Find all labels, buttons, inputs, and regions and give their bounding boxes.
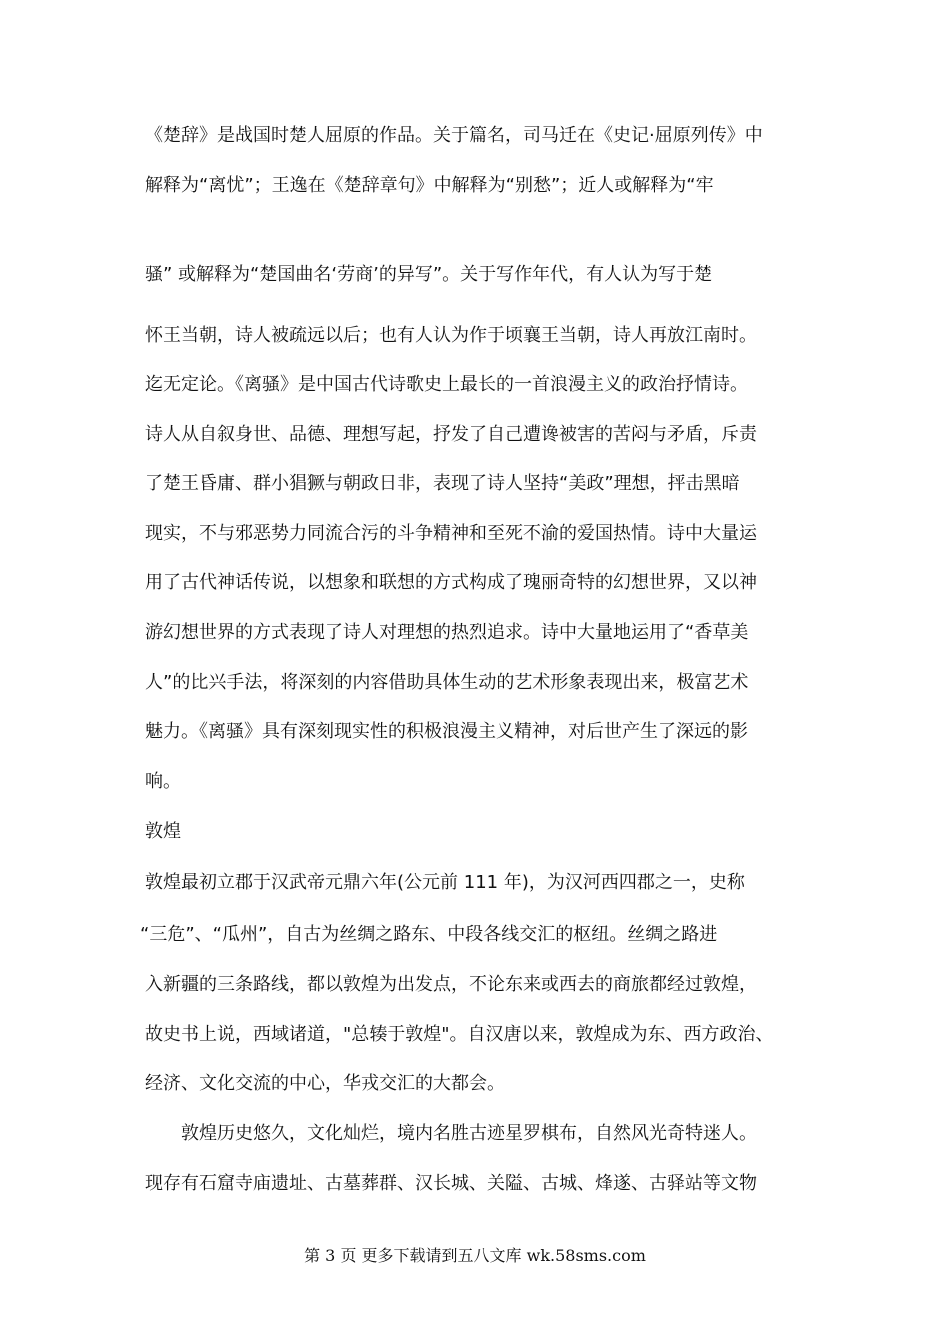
text-line: 解释为“离忧”；王逸在《楚辞章句》中解释为“别愁”；近人或解释为“牢 [145,175,714,196]
text-line: “三危”、“瓜州”，自古为丝绸之路东、中段各线交汇的枢纽。丝绸之路进 [140,924,718,945]
page-footer: 第 3 页 更多下载请到五八文库 wk.58sms.com [304,1246,646,1265]
text-line: 现存有石窟寺庙遗址、古墓葬群、汉长城、关隘、古城、烽遂、古驿站等文物 [145,1173,757,1194]
text-line: 经济、文化交流的中心，华戎交汇的大都会。 [145,1073,505,1094]
text-line: 游幻想世界的方式表现了诗人对理想的热烈追求。诗中大量地运用了“香草美 [145,622,749,643]
section-heading: 敦煌 [145,821,181,842]
text-line: 迄无定论。《离骚》是中国古代诗歌史上最长的一首浪漫主义的政治抒情诗。 [145,374,748,395]
text-line: 敦煌历史悠久，文化灿烂，境内名胜古迹星罗棋布，自然风光奇特迷人。 [181,1123,757,1144]
text-line: 骚” 或解释为“楚国曲名‘劳商’的异写”。关于写作年代，有人认为写于楚 [145,264,713,285]
text-line: 入新疆的三条路线，都以敦煌为出发点，不论东来或西去的商旅都经过敦煌， [145,974,757,995]
text-line: 敦煌最初立郡于汉武帝元鼎六年(公元前 111 年)，为汉河西四郡之一，史称 [145,872,745,893]
text-line: 人”的比兴手法，将深刻的内容借助具体生动的艺术形象表现出来，极富艺术 [145,672,749,693]
text-line: 了楚王昏庸、群小猖獗与朝政日非，表现了诗人坚持“美政”理想，抨击黑暗 [145,473,740,494]
text-line: 用了古代神话传说，以想象和联想的方式构成了瑰丽奇特的幻想世界，又以神 [145,572,757,593]
text-line: 《楚辞》是战国时楚人屈原的作品。关于篇名，司马迁在《史记·屈原列传》中 [145,125,763,146]
text-line: 怀王当朝，诗人被疏远以后；也有人认为作于顷襄王当朝，诗人再放江南时。 [145,325,757,346]
text-line: 诗人从自叙身世、品德、理想写起，抒发了自己遭谗被害的苦闷与矛盾，斥责 [145,424,757,445]
text-line: 响。 [145,771,181,792]
text-line: 魅力。《离骚》具有深刻现实性的积极浪漫主义精神，对后世产生了深远的影 [145,721,748,742]
text-line: 故史书上说，西域诸道，"总辏于敦煌"。自汉唐以来，敦煌成为东、西方政治、 [145,1024,774,1045]
text-line: 现实，不与邪恶势力同流合污的斗争精神和至死不渝的爱国热情。诗中大量运 [145,523,757,544]
